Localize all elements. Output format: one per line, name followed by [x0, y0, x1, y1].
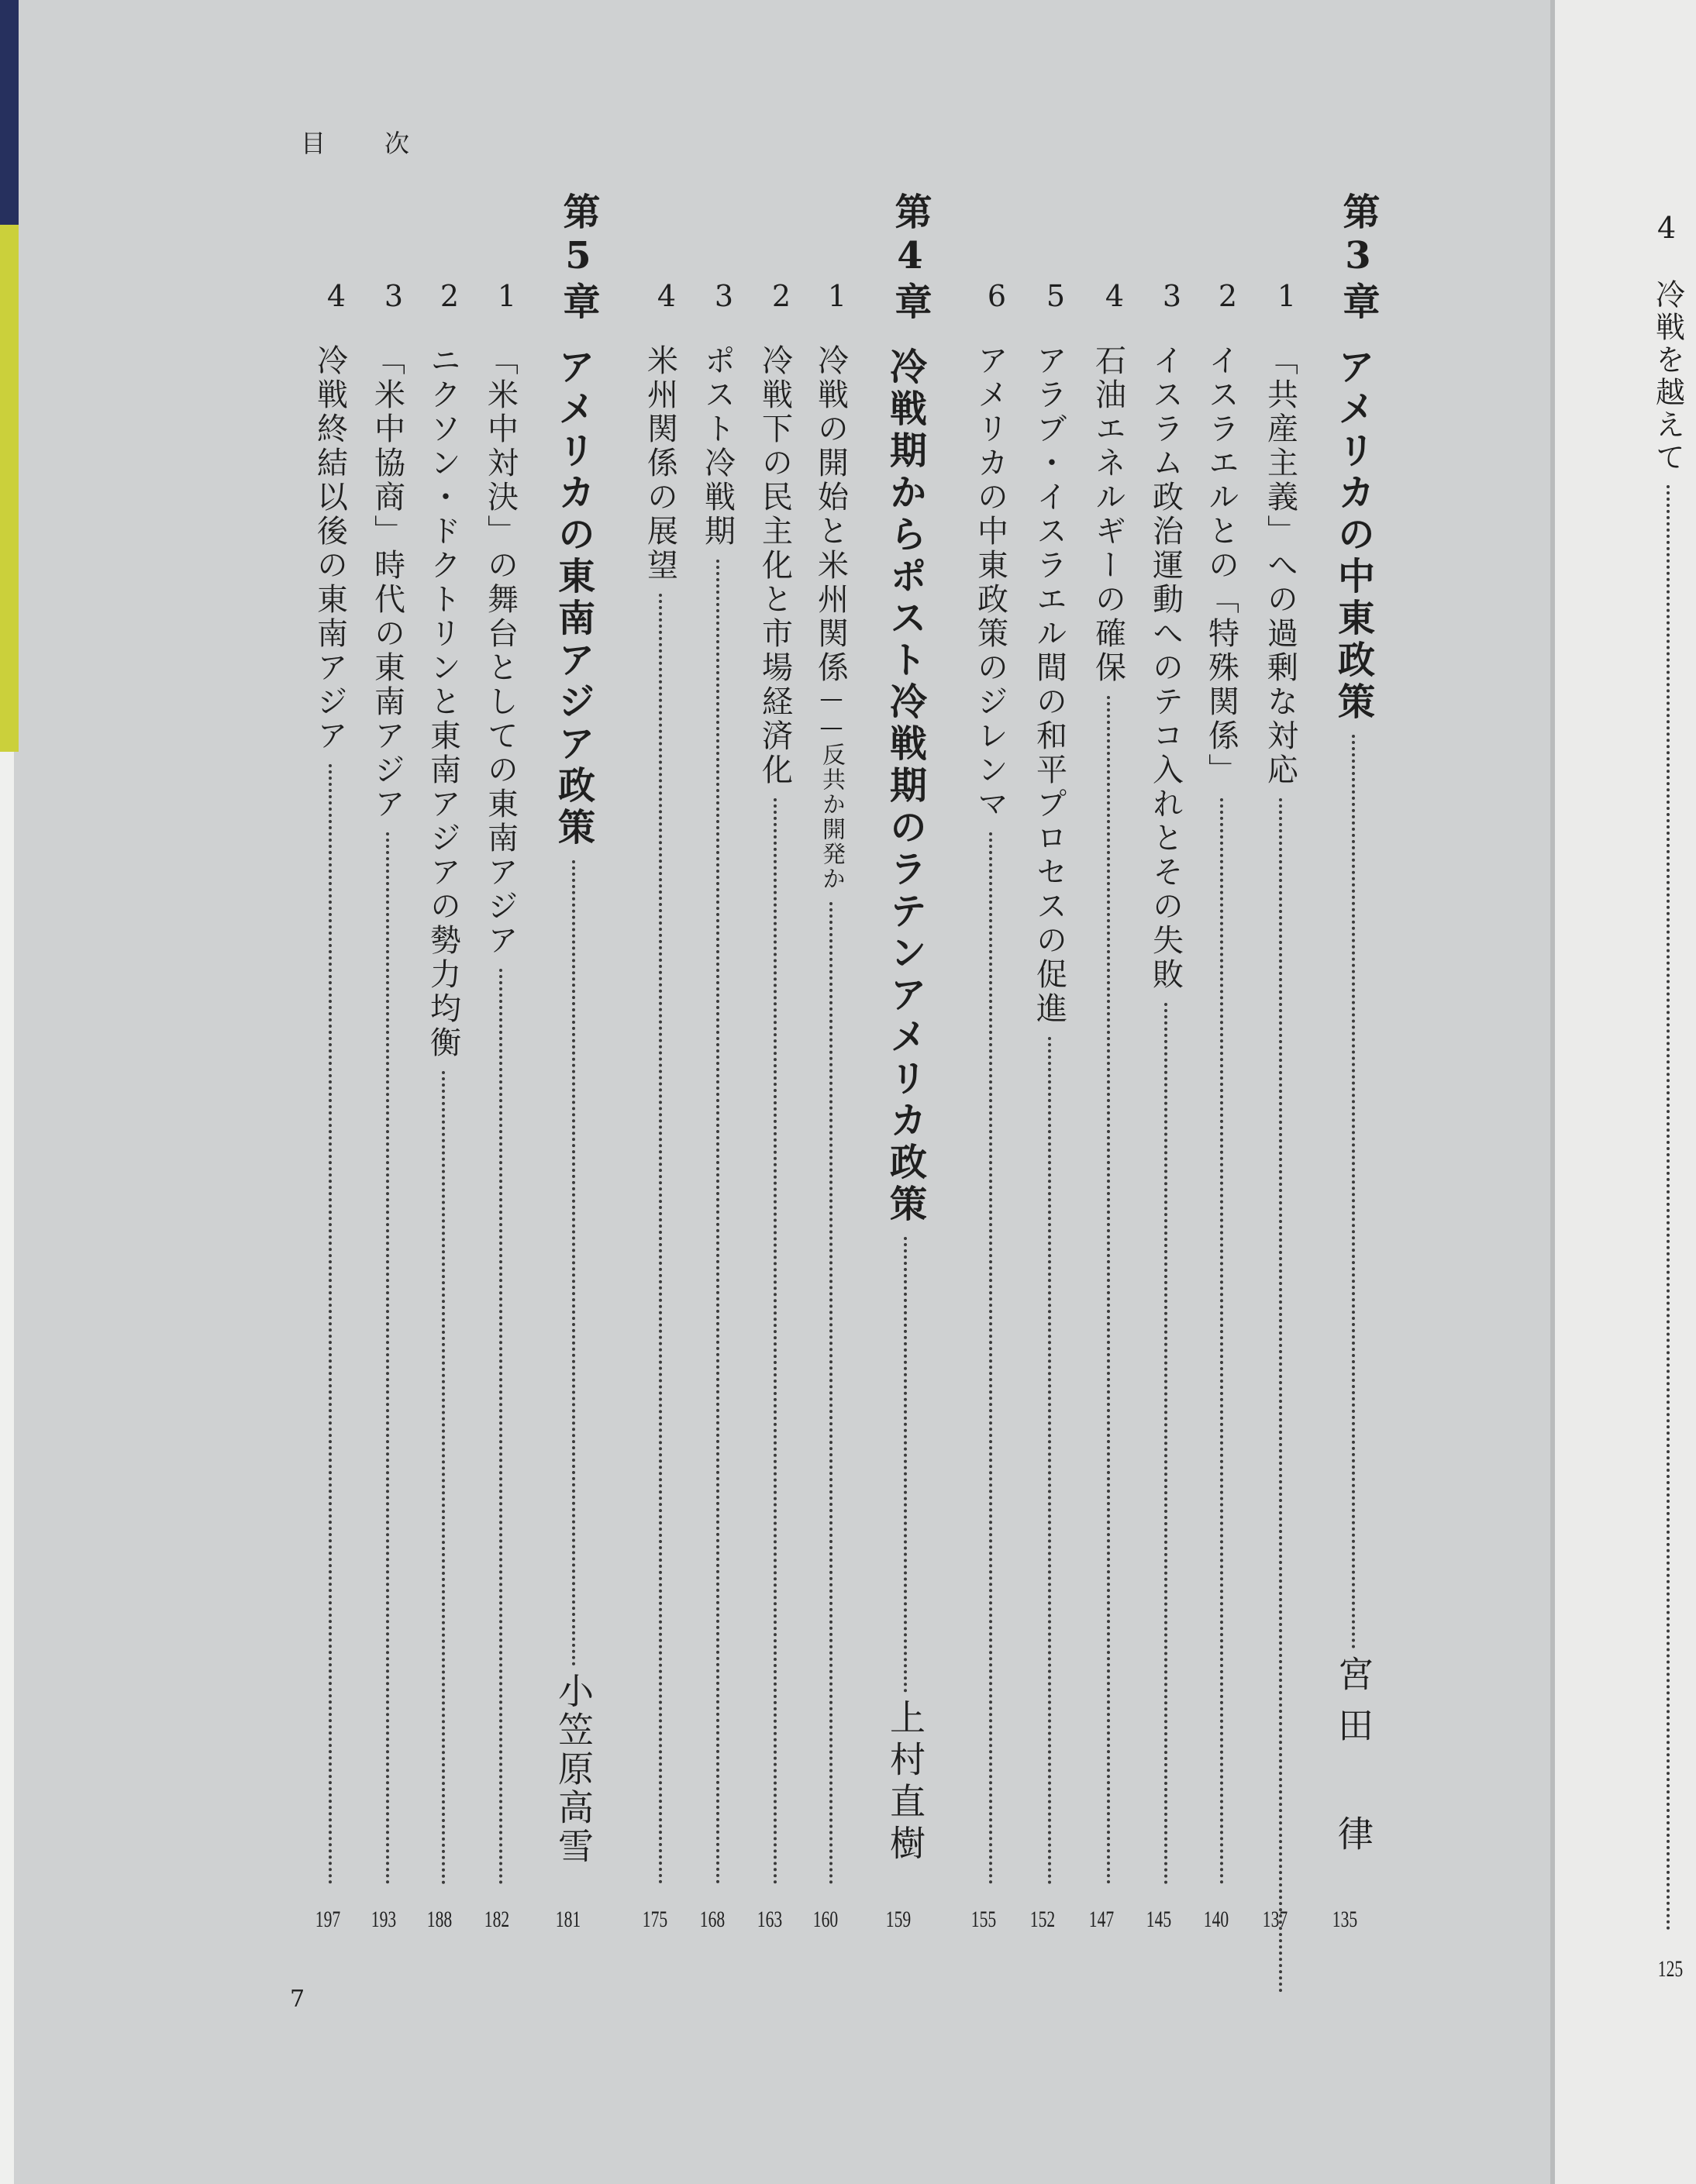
section-page: 137 [1262, 1907, 1288, 1932]
section-title: アラブ・イスラエル間の和平プロセスの促進 [1031, 344, 1067, 1026]
section-subtitle: ——反共か開発か [818, 685, 845, 891]
leader-dots [1279, 798, 1282, 1993]
leader-dots [1667, 485, 1670, 1931]
section-title: 冷戦下の民主化と市場経済化 [757, 344, 793, 787]
ch4-section-2 [753, 279, 797, 1891]
right-section [1646, 279, 1690, 1938]
section-number: 2 [764, 279, 798, 313]
leader-dots [659, 594, 662, 1885]
ch5-section-2 [422, 279, 465, 1891]
ch3-section-2 [1200, 279, 1243, 1891]
section-number: 4 [319, 279, 353, 313]
chapter4-title: 冷戦期からポスト冷戦期のラテンアメリカ政策 [883, 347, 927, 1226]
section-number: 2 [433, 279, 467, 313]
ch5-section-1 [479, 279, 522, 1891]
section-number: 3 [1155, 279, 1189, 313]
ch5-section-3 [366, 279, 409, 1891]
chapter5-label: 第5章 [557, 192, 600, 324]
leader-dots [1107, 696, 1110, 1885]
leader-dots [774, 798, 777, 1885]
section-page: 140 [1203, 1907, 1229, 1932]
leader-dots [829, 902, 832, 1885]
section-page: 188 [426, 1907, 453, 1932]
section-number: 5 [1039, 279, 1073, 313]
section-title: 冷戦終結以後の東南アジア [312, 344, 348, 753]
page-folio: 7 [290, 1986, 305, 2013]
ch4-section-3 [696, 279, 739, 1891]
ch4-section-1 [809, 279, 853, 1891]
ch3-section-5 [1028, 279, 1071, 1891]
section-page: 163 [757, 1907, 783, 1932]
ch3-section-6 [969, 279, 1012, 1891]
section-number: 1 [490, 279, 524, 313]
ch3-section-3 [1144, 279, 1188, 1891]
section-number: 3 [707, 279, 741, 313]
leader-dots [989, 832, 992, 1885]
chapter3-title: アメリカの中東政策 [1331, 347, 1375, 724]
spine-band-yellow [0, 225, 19, 752]
section-number: 1 [1270, 279, 1304, 313]
section-page: 147 [1088, 1907, 1115, 1932]
section-title: イスラム政治運動へのテコ入れとその失敗 [1147, 344, 1184, 992]
chapter5-author: 小笠原高雪 [553, 1672, 595, 1866]
section-number: 2 [1211, 279, 1245, 313]
section-page: 175 [642, 1907, 668, 1932]
section-title: 「米中対決」の舞台としての東南アジア [482, 344, 519, 958]
section-title: 冷戦の開始と米州関係 [812, 344, 849, 685]
header-label-ji: 次 [384, 129, 410, 158]
chapter4-heading [884, 347, 927, 1866]
ch3-section-1 [1259, 279, 1302, 2000]
section-title: ニクソン・ドクトリンと東南アジアの勢力均衡 [425, 344, 461, 1060]
chapter4-author: 上村直樹 [884, 1699, 926, 1866]
leader-dots [499, 969, 502, 1885]
section-page: 182 [484, 1907, 510, 1932]
section-title: 「米中協商」時代の東南アジア [369, 344, 405, 822]
chapter3-page: 135 [1332, 1907, 1358, 1932]
right-section-page: 125 [1657, 1956, 1684, 1982]
section-title: 「共産主義」への過剰な対応 [1262, 344, 1298, 787]
section-number: 6 [980, 279, 1014, 313]
leader-dots [386, 832, 389, 1885]
chapter3-heading [1332, 347, 1375, 1866]
leader-dots [1220, 798, 1223, 1885]
header-label-moku: 目 [301, 129, 326, 158]
chapter4-page: 159 [885, 1907, 912, 1932]
leader-dots [1048, 1037, 1051, 1885]
section-title: 石油エネルギーの確保 [1090, 344, 1126, 685]
leader-dots [904, 1237, 907, 1693]
section-title: イスラエルとの「特殊関係」 [1203, 344, 1239, 787]
chapter5-title: アメリカの東南アジア政策 [551, 347, 595, 849]
spine-band-white [0, 752, 14, 2184]
leader-dots [1352, 735, 1355, 1649]
section-number: 3 [377, 279, 411, 313]
section-number: 1 [820, 279, 854, 313]
chapter4-label: 第4章 [888, 192, 932, 324]
ch5-section-4 [309, 279, 352, 1891]
leader-dots [716, 560, 719, 1885]
chapter3-author: 宮田 律 [1332, 1655, 1374, 1866]
section-page: 193 [371, 1907, 397, 1932]
right-section-number: 4 [1657, 211, 1677, 245]
right-section-title: 冷戦を越えて [1650, 279, 1685, 474]
leader-dots [442, 1071, 445, 1885]
section-page: 160 [812, 1907, 839, 1932]
leader-dots [329, 764, 332, 1885]
section-title: ポスト冷戦期 [699, 344, 736, 549]
chapter5-heading [552, 347, 595, 1866]
section-page: 152 [1029, 1907, 1056, 1932]
chapter3-label: 第3章 [1336, 192, 1380, 324]
section-number: 4 [650, 279, 684, 313]
section-title: 米州関係の展望 [642, 344, 678, 583]
leader-dots [572, 860, 575, 1666]
ch4-section-4 [639, 279, 682, 1891]
leader-dots [1164, 1003, 1167, 1885]
section-page: 155 [970, 1907, 997, 1932]
section-page: 145 [1146, 1907, 1172, 1932]
section-page: 197 [315, 1907, 341, 1932]
ch3-section-4 [1087, 279, 1130, 1891]
chapter5-page: 181 [555, 1907, 581, 1932]
section-page: 168 [699, 1907, 726, 1932]
spine-band-navy [0, 0, 19, 225]
section-number: 4 [1098, 279, 1132, 313]
section-title: アメリカの中東政策のジレンマ [972, 344, 1008, 822]
